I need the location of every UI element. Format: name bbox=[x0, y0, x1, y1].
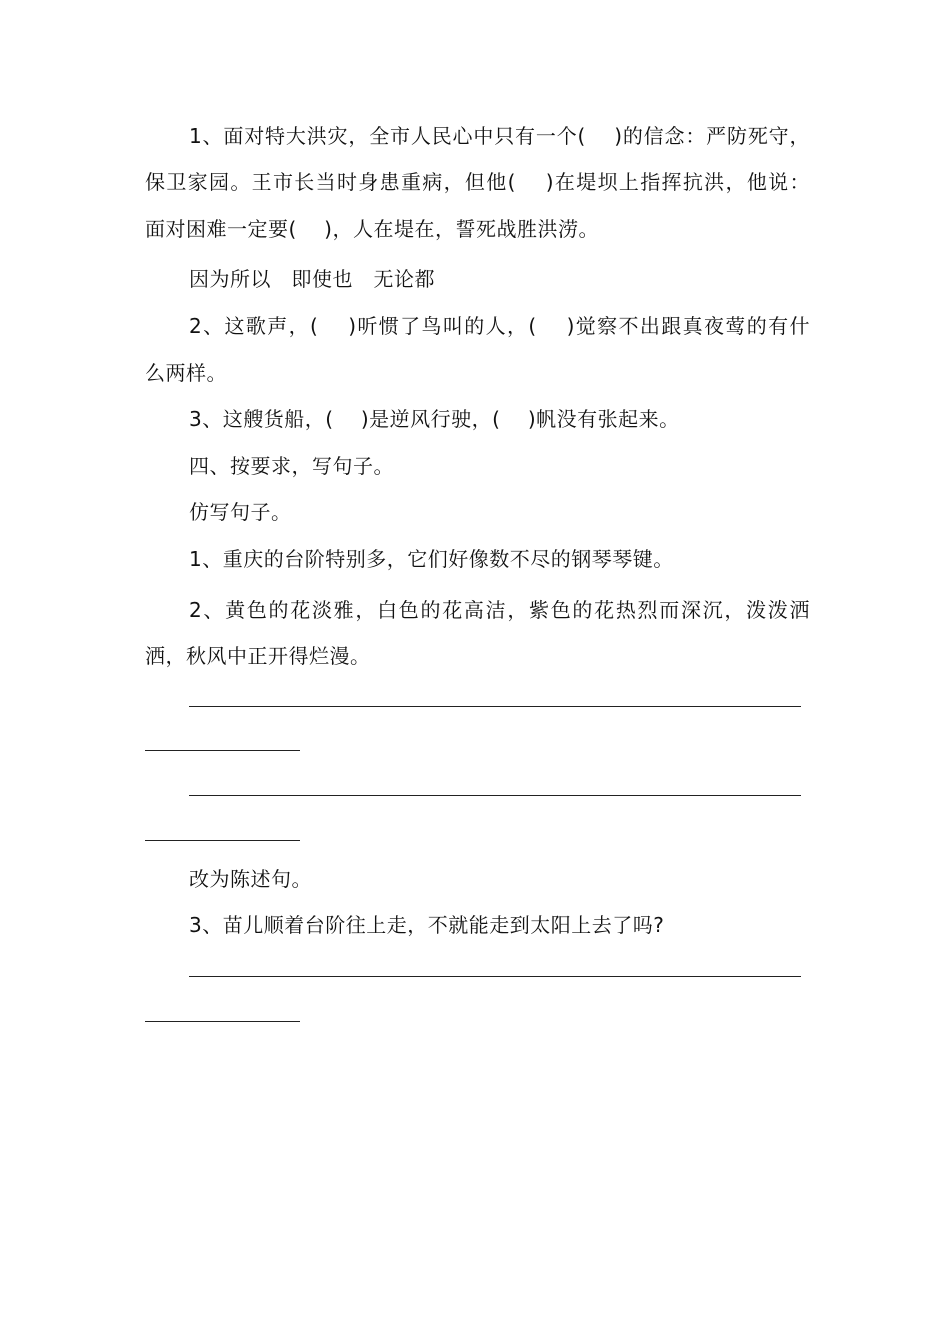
question-3: 3、这艘货船，( )是逆风行驶，( )帆没有张起来。 bbox=[189, 407, 680, 431]
question-2-line-1: 2、这歌声，( )听惯了鸟叫的人，( )觉察不出跟真夜莺的有什 bbox=[189, 314, 810, 338]
answer-line[interactable] bbox=[145, 750, 300, 751]
statement-heading: 改为陈述句。 bbox=[189, 867, 312, 891]
question-1-line-2: 保卫家园。王市长当时身患重病，但他( )在堤坝上指挥抗洪，他说： bbox=[145, 170, 810, 194]
question-2-line-2: 么两样。 bbox=[145, 361, 227, 385]
answer-line[interactable] bbox=[145, 840, 300, 841]
question-1-line-3: 面对困难一定要( )，人在堤在，誓死战胜洪涝。 bbox=[145, 217, 599, 241]
answer-line[interactable] bbox=[145, 1021, 300, 1022]
word-choices: 因为所以 即使也 无论都 bbox=[189, 267, 435, 291]
imitation-heading: 仿写句子。 bbox=[189, 500, 292, 524]
answer-line[interactable] bbox=[189, 976, 801, 977]
section-four-heading: 四、按要求，写句子。 bbox=[189, 454, 394, 478]
answer-line[interactable] bbox=[189, 795, 801, 796]
example-sentence-2-line-2: 洒，秋风中正开得烂漫。 bbox=[145, 644, 371, 668]
example-sentence-1: 1、重庆的台阶特别多，它们好像数不尽的钢琴琴键。 bbox=[189, 547, 674, 571]
question-1-line-1: 1、面对特大洪灾，全市人民心中只有一个( )的信念：严防死守， bbox=[189, 124, 810, 148]
example-sentence-2-line-1: 2、黄色的花淡雅，白色的花高洁，紫色的花热烈而深沉，泼泼洒 bbox=[189, 598, 810, 622]
rhetorical-question-3: 3、苗儿顺着台阶往上走，不就能走到太阳上去了吗? bbox=[189, 913, 665, 937]
answer-line[interactable] bbox=[189, 706, 801, 707]
